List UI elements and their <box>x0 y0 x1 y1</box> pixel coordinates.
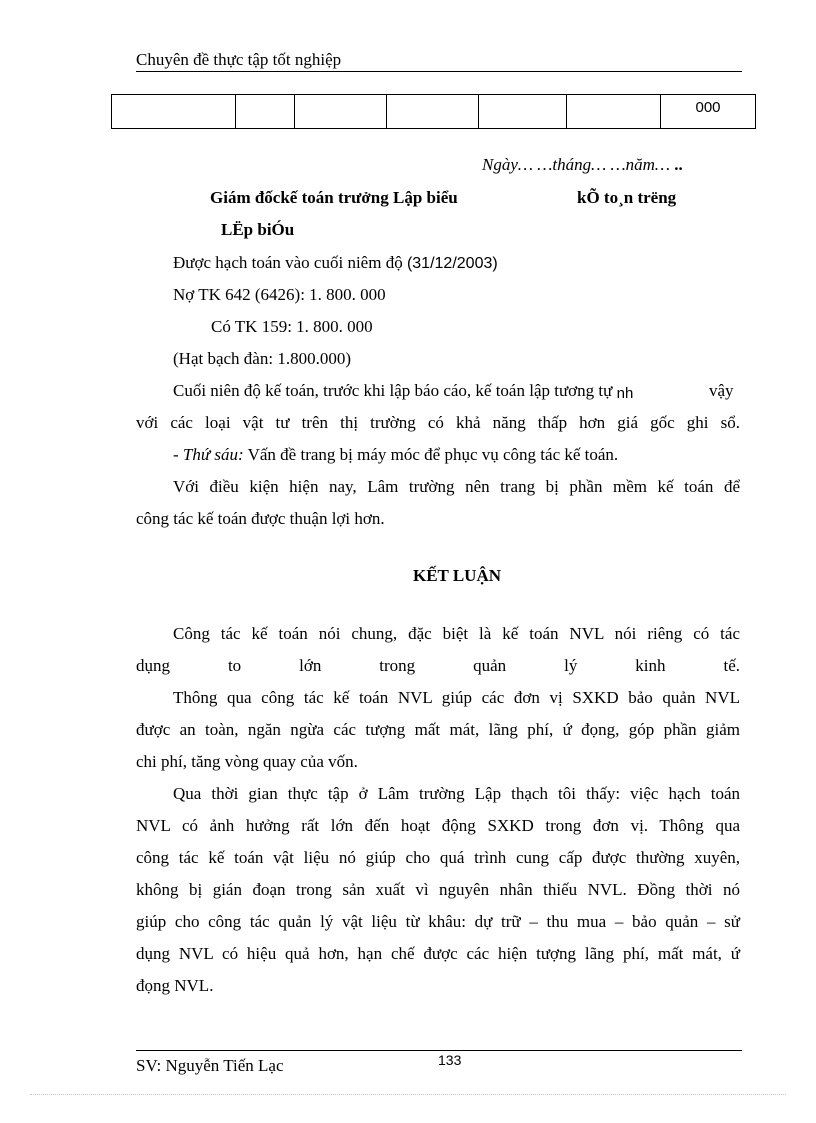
conclusion-line: Công tác kế toán nói chung, đặc biệt là kế toán NVL nói riêng có tác <box>173 624 740 643</box>
conclusion-line: dụng to lớn trong quản lý kinh tế. <box>136 656 740 675</box>
conclusion-line: chi phí, tăng vòng quay của vốn. <box>136 752 358 771</box>
table-cell <box>112 95 236 129</box>
signature-preparer: LËp biÓu <box>221 220 295 239</box>
date-line <box>482 155 683 175</box>
table-row <box>112 95 756 129</box>
conclusion-line: giúp cho công tác quản lý vật liệu từ khâu: dự trữ – thu mua – bảo quản – sử <box>136 912 740 931</box>
paragraph-text: Vấn đề trang bị máy móc để phục vụ công tác kế toán. <box>243 445 619 464</box>
paragraph-fragment: nh <box>616 385 634 402</box>
table-cell <box>567 95 661 129</box>
paragraph-line: Với điều kiện hiện nay, Lâm trường nên trang bị phần mềm kế toán để <box>173 477 740 496</box>
paragraph-line <box>173 381 633 402</box>
signature-chief-accountant: kÕ to¸n trëng <box>577 188 677 207</box>
page-border <box>30 1094 786 1095</box>
conclusion-line: được an toàn, ngăn ngừa các tượng mất mát, lãng phí, ứ đọng, góp phần giảm <box>136 720 740 739</box>
credit-entry: Có TK 159: 1. 800. 000 <box>211 317 373 336</box>
footer-rule <box>136 1050 742 1051</box>
date-line-text: Ngày… …tháng… …năm… <box>482 155 670 174</box>
debit-entry: Nợ TK 642 (6426): 1. 800. 000 <box>173 285 386 304</box>
document-header-title: Chuyên đề thực tập tốt nghiệp <box>136 50 342 69</box>
conclusion-line: Thông qua công tác kế toán NVL giúp các đơn vị SXKD bảo quản NVL <box>173 688 740 707</box>
header-rule <box>136 71 742 72</box>
table-cell <box>295 95 387 129</box>
paragraph-text: Cuối niên độ kế toán, trước khi lập báo cáo, kế toán lập tương tự <box>173 381 613 400</box>
date-line-suffix: .. <box>669 155 683 174</box>
entry-note: (Hạt bạch đàn: 1.800.000) <box>173 349 351 368</box>
table-cell <box>479 95 567 129</box>
entry-line <box>173 253 498 273</box>
conclusion-line: công tác kế toán vật liệu nó giúp cho quá trình cung cấp được thường xuyên, <box>136 848 740 867</box>
paragraph-line: với các loại vật tư trên thị trường có khả năng thấp hơn giá gốc ghi sổ. <box>136 413 740 432</box>
paragraph-label: - Thứ sáu: <box>173 445 244 464</box>
table-cell <box>387 95 479 129</box>
entry-text: Được hạch toán vào cuối niêm độ <box>173 253 403 272</box>
page-number: 133 <box>438 1052 462 1068</box>
conclusion-line: không bị gián đoạn trong sản xuất vì nguyên nhân thiếu NVL. Đồng thời nó <box>136 880 740 899</box>
paragraph-fragment: vậy <box>709 381 734 400</box>
table-cell: 000 <box>661 95 756 129</box>
paragraph-line <box>173 445 618 465</box>
footer-author: SV: Nguyễn Tiến Lạc <box>136 1056 284 1075</box>
conclusion-line: Qua thời gian thực tập ở Lâm trường Lập thạch tôi thấy: việc hạch toán <box>173 784 740 803</box>
conclusion-line: đọng NVL. <box>136 976 214 995</box>
table-fragment <box>111 94 756 129</box>
table-cell <box>236 95 295 129</box>
signature-titles: Giám đốckế toán trưởng Lập biểu <box>210 188 458 207</box>
conclusion-heading: KẾT LUẬN <box>412 566 501 585</box>
entry-date: (31/12/2003) <box>406 255 498 272</box>
conclusion-line: NVL có ảnh hưởng rất lớn đến hoạt động SXKD trong đơn vị. Thông qua <box>136 816 740 835</box>
conclusion-line: dụng NVL có hiệu quả hơn, hạn chế được các hiện tượng lãng phí, mất mát, ứ <box>136 944 740 963</box>
paragraph-line: công tác kế toán được thuận lợi hơn. <box>136 509 385 528</box>
